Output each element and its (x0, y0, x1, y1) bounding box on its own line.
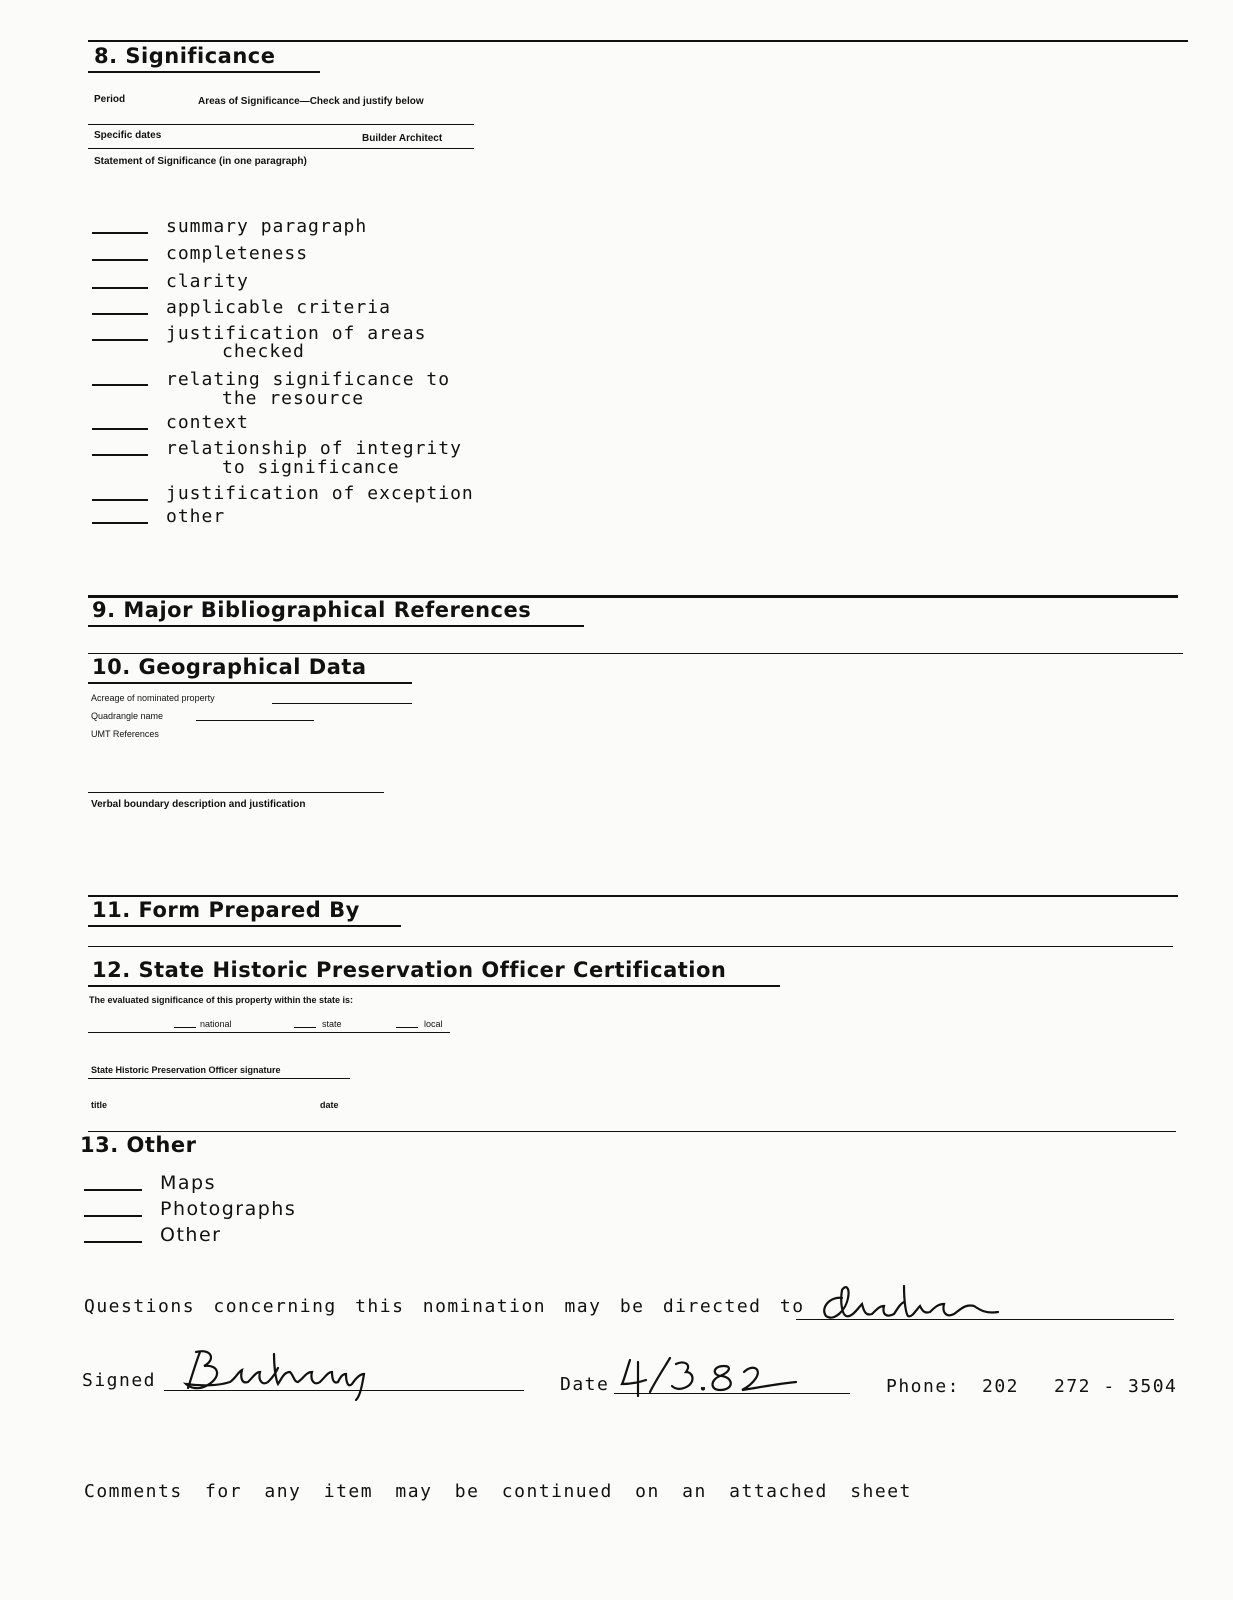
section9-heading: 9. Major Bibliographical References (92, 598, 532, 622)
checkbox-blank[interactable] (84, 1215, 142, 1217)
section8-heading-underline (88, 71, 320, 73)
period-label: Period (94, 94, 126, 105)
specific-dates-label: Specific dates (94, 130, 162, 141)
level-underline (88, 1032, 450, 1033)
period-underline (88, 124, 474, 125)
checkbox-blank[interactable] (92, 259, 148, 261)
evaluated-significance-label: The evaluated significance of this property within the state is: (89, 995, 354, 1005)
handwritten-date (616, 1352, 816, 1402)
section11-heading-underline (88, 925, 401, 927)
signature-text: Braham (170, 1399, 178, 1401)
checkbox-blank[interactable] (84, 1241, 142, 1243)
checkbox-blank[interactable] (92, 313, 148, 315)
comments-text: Comments for any item may be continued on an attached sheet (84, 1481, 912, 1502)
section8-heading: 8. Significance (94, 44, 276, 68)
acreage-label: Acreage of nominated property (91, 693, 215, 703)
builder-architect-label: Builder Architect (362, 133, 443, 144)
section12-heading: 12. State Historic Preservation Officer Certification (92, 958, 727, 982)
quadrangle-field[interactable] (196, 720, 314, 721)
state-blank[interactable] (294, 1027, 316, 1028)
dates-underline (88, 148, 474, 149)
checkbox-blank[interactable] (92, 339, 148, 341)
check-item-label: justification of areas (166, 323, 427, 344)
shpo-signature-field[interactable] (88, 1078, 350, 1079)
shpo-signature-label: State Historic Preservation Officer signature (91, 1065, 281, 1075)
local-blank[interactable] (396, 1027, 418, 1028)
state-label: state (322, 1019, 342, 1029)
section10-heading-underline (88, 682, 412, 684)
check-item-label-continued: to significance (222, 457, 400, 478)
checkbox-blank[interactable] (92, 454, 148, 456)
section9-heading-underline (88, 625, 584, 627)
statement-label: Statement of Significance (in one paragraph) (94, 156, 307, 167)
signed-label: Signed (82, 1370, 157, 1391)
checkbox-blank[interactable] (92, 428, 148, 430)
section12-top-rule (88, 946, 1173, 947)
section12-heading-underline (88, 985, 780, 987)
quadrangle-label: Quadrangle name (91, 711, 164, 721)
national-blank[interactable] (174, 1027, 196, 1028)
section13-top-rule (88, 1131, 1176, 1132)
check-item-label: relating significance to (166, 369, 451, 390)
check-item-label: context (166, 412, 249, 433)
local-label: local (424, 1019, 443, 1029)
checkbox-blank[interactable] (92, 384, 148, 386)
phone-label: Phone: (886, 1376, 961, 1397)
section10-top-rule (88, 653, 1183, 654)
phone-area-code: 202 (982, 1376, 1020, 1397)
section11-heading: 11. Form Prepared By (92, 898, 360, 922)
check-item-label: relationship of integrity (166, 438, 462, 459)
section11-top-rule (88, 895, 1178, 897)
section10-heading: 10. Geographical Data (92, 655, 367, 679)
checkbox-blank[interactable] (92, 499, 148, 501)
title-label: title (91, 1100, 108, 1110)
date-label-12: date (320, 1100, 339, 1110)
utm-underline (88, 792, 384, 793)
other-item-label: Other (160, 1224, 222, 1246)
national-label: national (200, 1019, 232, 1029)
other-item-label: Maps (160, 1172, 216, 1194)
top-rule (88, 40, 1188, 42)
areas-label: Areas of Significance—Check and justify below (198, 96, 424, 107)
check-item-label: other (166, 506, 226, 527)
contact-name-text: Andrus (812, 1325, 820, 1327)
verbal-boundary-label: Verbal boundary description and justification (91, 799, 306, 810)
check-item-label-continued: checked (222, 341, 305, 362)
other-item-label: Photographs (160, 1198, 297, 1220)
checkbox-blank[interactable] (84, 1189, 142, 1191)
check-item-label: applicable criteria (166, 297, 391, 318)
questions-text: Questions concerning this nomination may be directed to (84, 1296, 805, 1317)
handwritten-contact-name (812, 1278, 1012, 1328)
utm-label: UMT References (91, 729, 159, 739)
check-item-label: summary paragraph (166, 216, 368, 237)
check-item-label-continued: the resource (222, 388, 365, 409)
date-text: 4/3.82 (616, 1399, 623, 1401)
handwritten-signature (170, 1342, 390, 1402)
check-item-label: completeness (166, 243, 309, 264)
phone-number: 272 - 3504 (1054, 1376, 1178, 1397)
acreage-field[interactable] (272, 703, 412, 704)
date-label: Date (560, 1374, 610, 1395)
checkbox-blank[interactable] (92, 287, 148, 289)
check-item-label: justification of exception (166, 483, 474, 504)
checkbox-blank[interactable] (92, 522, 148, 524)
section13-heading: 13. Other (80, 1133, 197, 1157)
checkbox-blank[interactable] (92, 232, 148, 234)
check-item-label: clarity (166, 271, 249, 292)
